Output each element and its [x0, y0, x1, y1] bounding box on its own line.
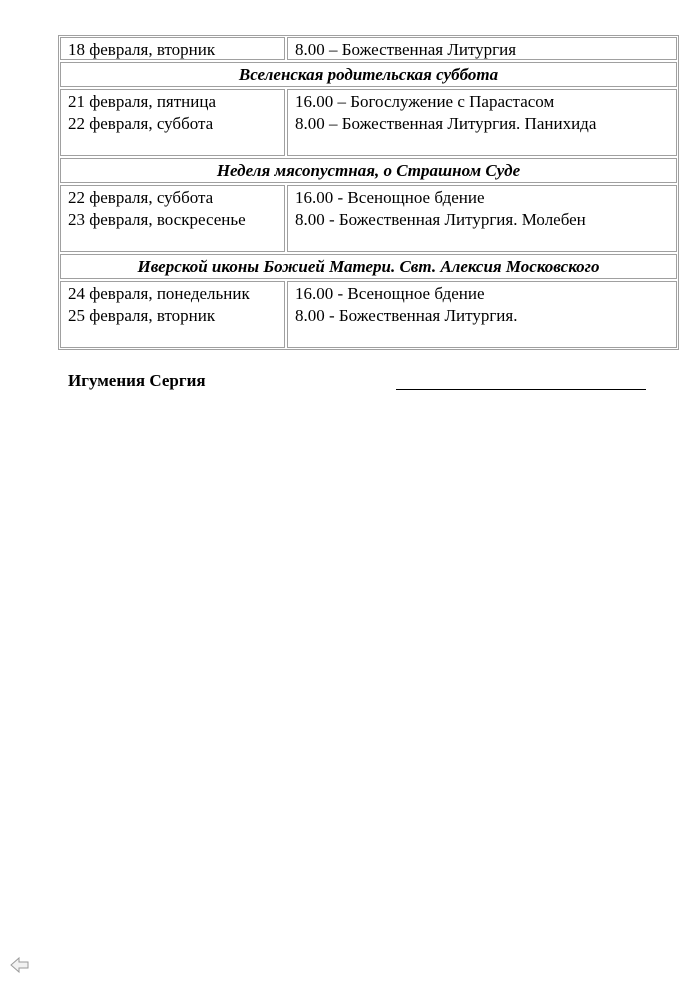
signature-line — [396, 389, 646, 390]
date-cell — [60, 89, 285, 156]
back-arrow-icon-graphic — [10, 956, 30, 974]
service-cell — [287, 37, 677, 60]
service-cell — [287, 89, 677, 156]
date-cell — [60, 185, 285, 252]
service-text: 8.00 – Божественная Литургия. Панихида — [295, 114, 597, 133]
feast-row — [60, 254, 677, 279]
back-arrow-icon[interactable] — [10, 956, 30, 974]
date-text: 23 февраля, воскресенье — [68, 210, 246, 229]
signer-name: Игумения Сергия — [68, 371, 206, 390]
feast-title: Вселенская родительская суббота — [60, 62, 677, 87]
service-text: 16.00 - Всенощное бдение — [295, 284, 485, 303]
table-row — [60, 89, 677, 156]
feast-row — [60, 62, 677, 87]
table-row — [60, 281, 677, 348]
feast-title: Неделя мясопустная, о Страшном Суде — [60, 158, 677, 183]
date-text: 22 февраля, суббота — [68, 114, 214, 133]
date-cell — [60, 37, 285, 60]
date-text: 18 февраля, вторник — [68, 40, 216, 59]
schedule-table — [58, 35, 679, 350]
date-cell — [60, 281, 285, 348]
date-text: 22 февраля, суббота — [68, 188, 214, 207]
signature-block — [68, 370, 648, 394]
date-text: 21 февраля, пятница — [68, 92, 217, 111]
service-text: 16.00 - Всенощное бдение — [295, 188, 485, 207]
service-cell — [287, 185, 677, 252]
service-text: 16.00 – Богослужение с Парастасом — [295, 92, 555, 111]
table-row — [60, 37, 677, 60]
date-text: 25 февраля, вторник — [68, 306, 216, 325]
service-cell — [287, 281, 677, 348]
table-row — [60, 185, 677, 252]
feast-row — [60, 158, 677, 183]
service-text: 8.00 - Божественная Литургия. Молебен — [295, 210, 586, 229]
feast-title: Иверской иконы Божией Матери. Свт. Алексия Московского — [60, 254, 677, 279]
service-text: 8.00 - Божественная Литургия. — [295, 306, 518, 325]
date-text: 24 февраля, понедельник — [68, 284, 250, 303]
service-text: 8.00 – Божественная Литургия — [295, 40, 517, 59]
